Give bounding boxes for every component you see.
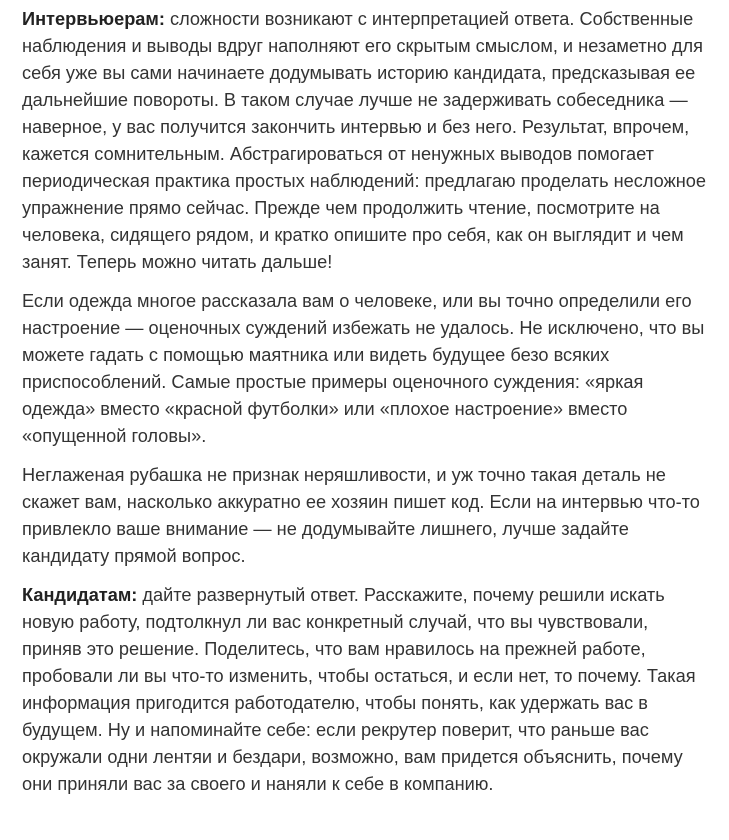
- interviewers-lead-label: Интервьюерам:: [22, 9, 165, 29]
- candidates-lead-label: Кандидатам:: [22, 585, 138, 605]
- candidates-paragraph-text: дайте развернутый ответ. Расскажите, почему решили искать новую работу, подтолкнул ли вас конкретный случай, что вы чувствовали, приняв это решение. Поделитесь, что вам нравилось на прежней работе, пробовали ли вы что-то изменить, чтобы остаться, и если нет, то почему. Такая информация пригодится работодателю, чтобы понять, как удержать вас в будущем. Ну и напоминайте себе: если рекрутер поверит, что раньше вас окружали одни лентяи и бездари, возможно, вам придется объяснить, почему они приняли вас за своего и наняли к себе в компанию.: [22, 585, 696, 794]
- paragraph-candidates: [22, 582, 712, 798]
- paragraph-unironed-shirt: [22, 462, 712, 570]
- article-body: [22, 6, 712, 810]
- paragraph-clothing-judgment: [22, 288, 712, 450]
- clothing-judgment-text: Если одежда многое рассказала вам о человеке, или вы точно определили его настроение — оценочных суждений избежать не удалось. Не исключено, что вы можете гадать с помощью маятника или видеть будущее безо всяких приспособлений. Самые простые примеры оценочного суждения: «яркая одежда» вместо «красной футболки» или «плохое настроение» вместо «опущенной головы».: [22, 291, 705, 446]
- interviewers-paragraph-text: сложности возникают с интерпретацией ответа. Собственные наблюдения и выводы вдруг наполняют его скрытым смыслом, и незаметно для себя уже вы сами начинаете додумывать историю кандидата, предсказывая ее дальнейшие повороты. В таком случае лучше не задерживать собеседника — наверное, у вас получится закончить интервью и без него. Результат, впрочем, кажется сомнительным. Абстрагироваться от ненужных выводов помогает периодическая практика простых наблюдений: предлагаю проделать несложное упражнение прямо сейчас. Прежде чем продолжить чтение, посмотрите на человека, сидящего рядом, и кратко опишите про себя, как он выглядит и чем занят. Теперь можно читать дальше!: [22, 9, 707, 272]
- unironed-shirt-text: Неглаженая рубашка не признак неряшливости, и уж точно такая деталь не скажет вам, насколько аккуратно ее хозяин пишет код. Если на интервью что-то привлекло ваше внимание — не додумывайте лишнего, лучше задайте кандидату прямой вопрос.: [22, 465, 700, 566]
- paragraph-interviewers: [22, 6, 712, 276]
